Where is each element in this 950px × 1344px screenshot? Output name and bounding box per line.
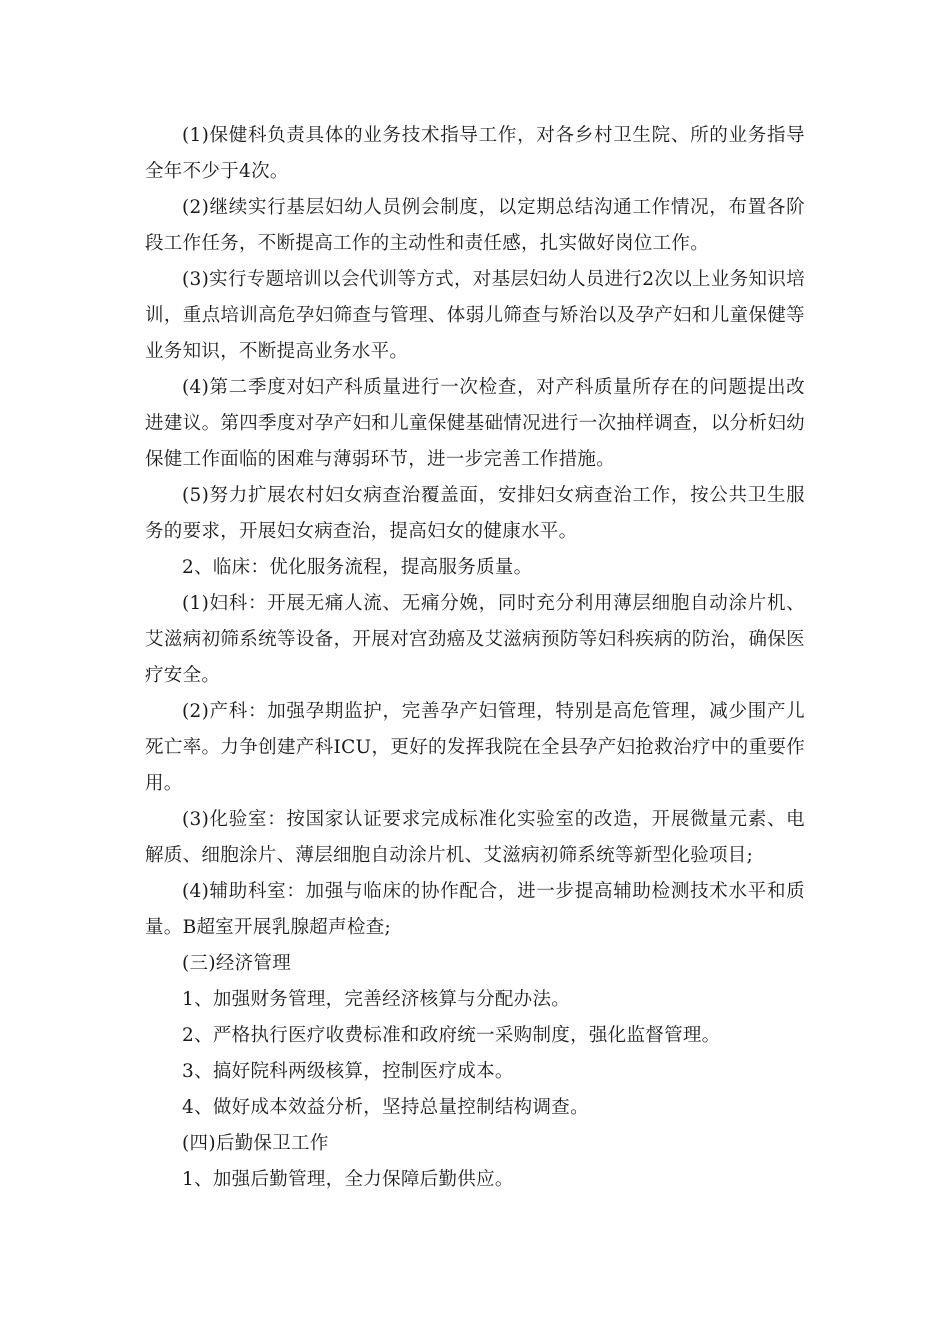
paragraph-obstetrics: (2)产科：加强孕期监护，完善孕产妇管理，特别是高危管理，减少围产儿死亡率。力争创建产科ICU，更好的发挥我院在全县孕产妇抢救治疗中的重要作用。 bbox=[145, 701, 805, 794]
paragraph-logistics-1: 1、加强后勤管理，全力保障后勤供应。 bbox=[182, 1169, 514, 1190]
paragraph-2: (2)继续实行基层妇幼人员例会制度，以定期总结沟通工作情况，布置各阶段工作任务，不断提高工作的主动性和责任感，扎实做好岗位工作。 bbox=[145, 197, 805, 254]
paragraph-clinical-heading: 2、临床：优化服务流程，提高服务质量。 bbox=[182, 557, 533, 578]
paragraph-economic-1: 1、加强财务管理，完善经济核算与分配办法。 bbox=[182, 989, 571, 1010]
paragraph-1: (1)保健科负责具体的业务技术指导工作，对各乡村卫生院、所的业务指导全年不少于4次。 bbox=[145, 125, 805, 182]
section-heading-economic: (三)经济管理 bbox=[182, 953, 292, 974]
document-page bbox=[145, 118, 805, 1198]
paragraph-5: (5)努力扩展农村妇女病查治覆盖面，安排妇女病查治工作，按公共卫生服务的要求，开展妇女病查治，提高妇女的健康水平。 bbox=[145, 485, 805, 542]
paragraph-economic-3: 3、搞好院科两级核算，控制医疗成本。 bbox=[182, 1061, 514, 1082]
paragraph-economic-2: 2、严格执行医疗收费标准和政府统一采购制度，强化监督管理。 bbox=[182, 1025, 721, 1046]
paragraph-4: (4)第二季度对妇产科质量进行一次检查，对产科质量所存在的问题提出改进建议。第四季度对孕产妇和儿童保健基础情况进行一次抽样调查，以分析妇幼保健工作面临的困难与薄弱环节，进一步完善工作措施。 bbox=[145, 377, 805, 470]
paragraph-3: (3)实行专题培训以会代训等方式，对基层妇幼人员进行2次以上业务知识培训，重点培训高危孕妇筛查与管理、体弱儿筛查与矫治以及孕产妇和儿童保健等业务知识，不断提高业务水平。 bbox=[145, 269, 805, 362]
paragraph-economic-4: 4、做好成本效益分析，坚持总量控制结构调查。 bbox=[182, 1097, 589, 1118]
paragraph-laboratory: (3)化验室：按国家认证要求完成标准化实验室的改造，开展微量元素、电解质、细胞涂片、薄层细胞自动涂片机、艾滋病初筛系统等新型化验项目; bbox=[145, 809, 805, 866]
paragraph-gynecology: (1)妇科：开展无痛人流、无痛分娩，同时充分利用薄层细胞自动涂片机、艾滋病初筛系统等设备，开展对宫劲癌及艾滋病预防等妇科疾病的防治，确保医疗安全。 bbox=[145, 593, 805, 686]
paragraph-auxiliary: (4)辅助科室：加强与临床的协作配合，进一步提高辅助检测技术水平和质量。B超室开展乳腺超声检查; bbox=[145, 881, 805, 938]
section-heading-logistics: (四)后勤保卫工作 bbox=[182, 1133, 329, 1154]
